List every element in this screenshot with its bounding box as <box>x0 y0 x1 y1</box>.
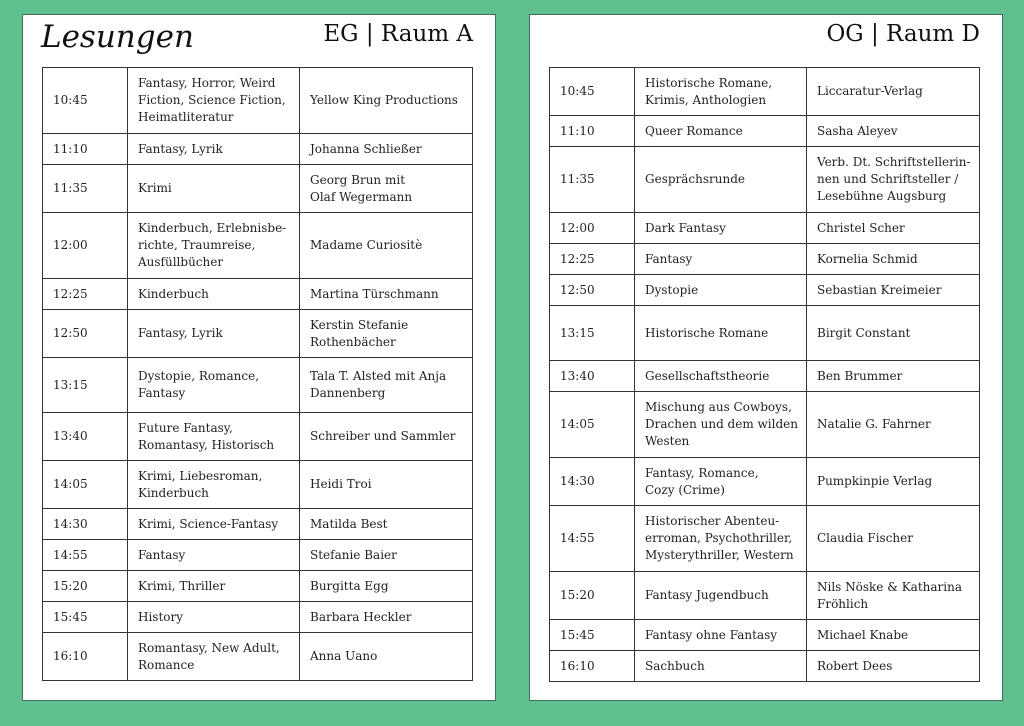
author-cell: Robert Dees <box>807 651 980 682</box>
table-row <box>43 461 473 509</box>
table-row <box>550 651 980 682</box>
author-cell: Tala T. Alsted mit Anja Dannenberg <box>300 358 473 413</box>
time-cell: 12:50 <box>550 275 635 306</box>
time-cell: 12:00 <box>550 213 635 244</box>
time-cell: 11:10 <box>550 116 635 147</box>
genre-cell: History <box>128 602 300 633</box>
table-row <box>43 279 473 310</box>
genre-cell: Fantasy <box>635 244 807 275</box>
author-cell: Stefanie Baier <box>300 540 473 571</box>
time-cell: 15:45 <box>550 620 635 651</box>
genre-cell: Fantasy, Romance, Cozy (Crime) <box>635 458 807 506</box>
table-row <box>43 540 473 571</box>
table-row <box>550 361 980 392</box>
author-cell: Christel Scher <box>807 213 980 244</box>
schedule-table <box>549 67 980 682</box>
genre-cell: Krimi, Thriller <box>128 571 300 602</box>
genre-cell: Future Fantasy, Romantasy, Historisch <box>128 413 300 461</box>
table-row <box>43 413 473 461</box>
table-row <box>43 213 473 279</box>
table-row <box>550 572 980 620</box>
genre-cell: Fantasy ohne Fantasy <box>635 620 807 651</box>
author-cell: Verb. Dt. Schriftstellerin- nen und Schriftsteller / Lesebühne Augsburg <box>807 147 980 213</box>
time-cell: 11:35 <box>550 147 635 213</box>
table-row <box>550 306 980 361</box>
table-row <box>550 116 980 147</box>
genre-cell: Queer Romance <box>635 116 807 147</box>
time-cell: 16:10 <box>550 651 635 682</box>
genre-cell: Historische Romane, Krimis, Anthologien <box>635 68 807 116</box>
genre-cell: Fantasy, Horror, Weird Fiction, Science Fiction, Heimatliteratur <box>128 68 300 134</box>
time-cell: 10:45 <box>43 68 128 134</box>
author-cell: Yellow King Productions <box>300 68 473 134</box>
time-cell: 15:20 <box>43 571 128 602</box>
time-cell: 14:05 <box>43 461 128 509</box>
table-row <box>550 244 980 275</box>
room-label: OG | Raum D <box>826 21 980 47</box>
genre-cell: Kinderbuch, Erlebnisbe- richte, Traumreise, Ausfüllbücher <box>128 213 300 279</box>
author-cell: Burgitta Egg <box>300 571 473 602</box>
genre-cell: Sachbuch <box>635 651 807 682</box>
time-cell: 10:45 <box>550 68 635 116</box>
author-cell: Kerstin Stefanie Rothenbächer <box>300 310 473 358</box>
author-cell: Martina Türschmann <box>300 279 473 310</box>
table-row <box>43 358 473 413</box>
author-cell: Nils Nöske & Katharina Fröhlich <box>807 572 980 620</box>
author-cell: Johanna Schließer <box>300 134 473 165</box>
genre-cell: Kinderbuch <box>128 279 300 310</box>
time-cell: 11:10 <box>43 134 128 165</box>
time-cell: 12:25 <box>43 279 128 310</box>
genre-cell: Krimi <box>128 165 300 213</box>
genre-cell: Dystopie <box>635 275 807 306</box>
genre-cell: Mischung aus Cowboys, Drachen und dem wilden Westen <box>635 392 807 458</box>
genre-cell: Gesellschaftstheorie <box>635 361 807 392</box>
time-cell: 14:55 <box>550 506 635 572</box>
author-cell: Ben Brummer <box>807 361 980 392</box>
time-cell: 13:40 <box>43 413 128 461</box>
genre-cell: Krimi, Liebesroman, Kinderbuch <box>128 461 300 509</box>
genre-cell: Krimi, Science-Fantasy <box>128 509 300 540</box>
time-cell: 13:15 <box>550 306 635 361</box>
schedule-card-eg-raum-a <box>22 14 496 701</box>
genre-cell: Romantasy, New Adult, Romance <box>128 633 300 681</box>
table-row <box>550 68 980 116</box>
author-cell: Anna Uano <box>300 633 473 681</box>
room-label: EG | Raum A <box>323 21 473 47</box>
author-cell: Madame Curiositè <box>300 213 473 279</box>
table-row <box>43 633 473 681</box>
table-row <box>550 213 980 244</box>
table-row <box>550 506 980 572</box>
time-cell: 12:50 <box>43 310 128 358</box>
author-cell: Sebastian Kreimeier <box>807 275 980 306</box>
time-cell: 13:40 <box>550 361 635 392</box>
table-row <box>43 509 473 540</box>
table-row <box>550 147 980 213</box>
genre-cell: Dark Fantasy <box>635 213 807 244</box>
schedule-card-og-raum-d <box>529 14 1003 701</box>
time-cell: 12:00 <box>43 213 128 279</box>
schedule-table <box>42 67 473 681</box>
table-row <box>550 620 980 651</box>
author-cell: Kornelia Schmid <box>807 244 980 275</box>
time-cell: 15:20 <box>550 572 635 620</box>
genre-cell: Fantasy, Lyrik <box>128 310 300 358</box>
author-cell: Sasha Aleyev <box>807 116 980 147</box>
table-row <box>550 458 980 506</box>
author-cell: Natalie G. Fahrner <box>807 392 980 458</box>
time-cell: 13:15 <box>43 358 128 413</box>
time-cell: 14:30 <box>550 458 635 506</box>
author-cell: Birgit Constant <box>807 306 980 361</box>
author-cell: Claudia Fischer <box>807 506 980 572</box>
author-cell: Georg Brun mit Olaf Wegermann <box>300 165 473 213</box>
author-cell: Schreiber und Sammler <box>300 413 473 461</box>
time-cell: 14:55 <box>43 540 128 571</box>
genre-cell: Fantasy, Lyrik <box>128 134 300 165</box>
author-cell: Michael Knabe <box>807 620 980 651</box>
time-cell: 12:25 <box>550 244 635 275</box>
genre-cell: Fantasy <box>128 540 300 571</box>
card-title: Lesungen <box>41 19 194 55</box>
time-cell: 14:05 <box>550 392 635 458</box>
table-row <box>43 310 473 358</box>
author-cell: Liccaratur-Verlag <box>807 68 980 116</box>
time-cell: 15:45 <box>43 602 128 633</box>
genre-cell: Dystopie, Romance, Fantasy <box>128 358 300 413</box>
table-row <box>43 68 473 134</box>
genre-cell: Fantasy Jugendbuch <box>635 572 807 620</box>
time-cell: 11:35 <box>43 165 128 213</box>
table-row <box>550 275 980 306</box>
table-row <box>43 602 473 633</box>
author-cell: Barbara Heckler <box>300 602 473 633</box>
time-cell: 14:30 <box>43 509 128 540</box>
genre-cell: Historische Romane <box>635 306 807 361</box>
table-row <box>43 134 473 165</box>
author-cell: Matilda Best <box>300 509 473 540</box>
genre-cell: Gesprächsrunde <box>635 147 807 213</box>
genre-cell: Historischer Abenteu- erroman, Psychothriller, Mysterythriller, Western <box>635 506 807 572</box>
table-row <box>43 165 473 213</box>
author-cell: Pumpkinpie Verlag <box>807 458 980 506</box>
time-cell: 16:10 <box>43 633 128 681</box>
table-row <box>43 571 473 602</box>
table-row <box>550 392 980 458</box>
author-cell: Heidi Troi <box>300 461 473 509</box>
